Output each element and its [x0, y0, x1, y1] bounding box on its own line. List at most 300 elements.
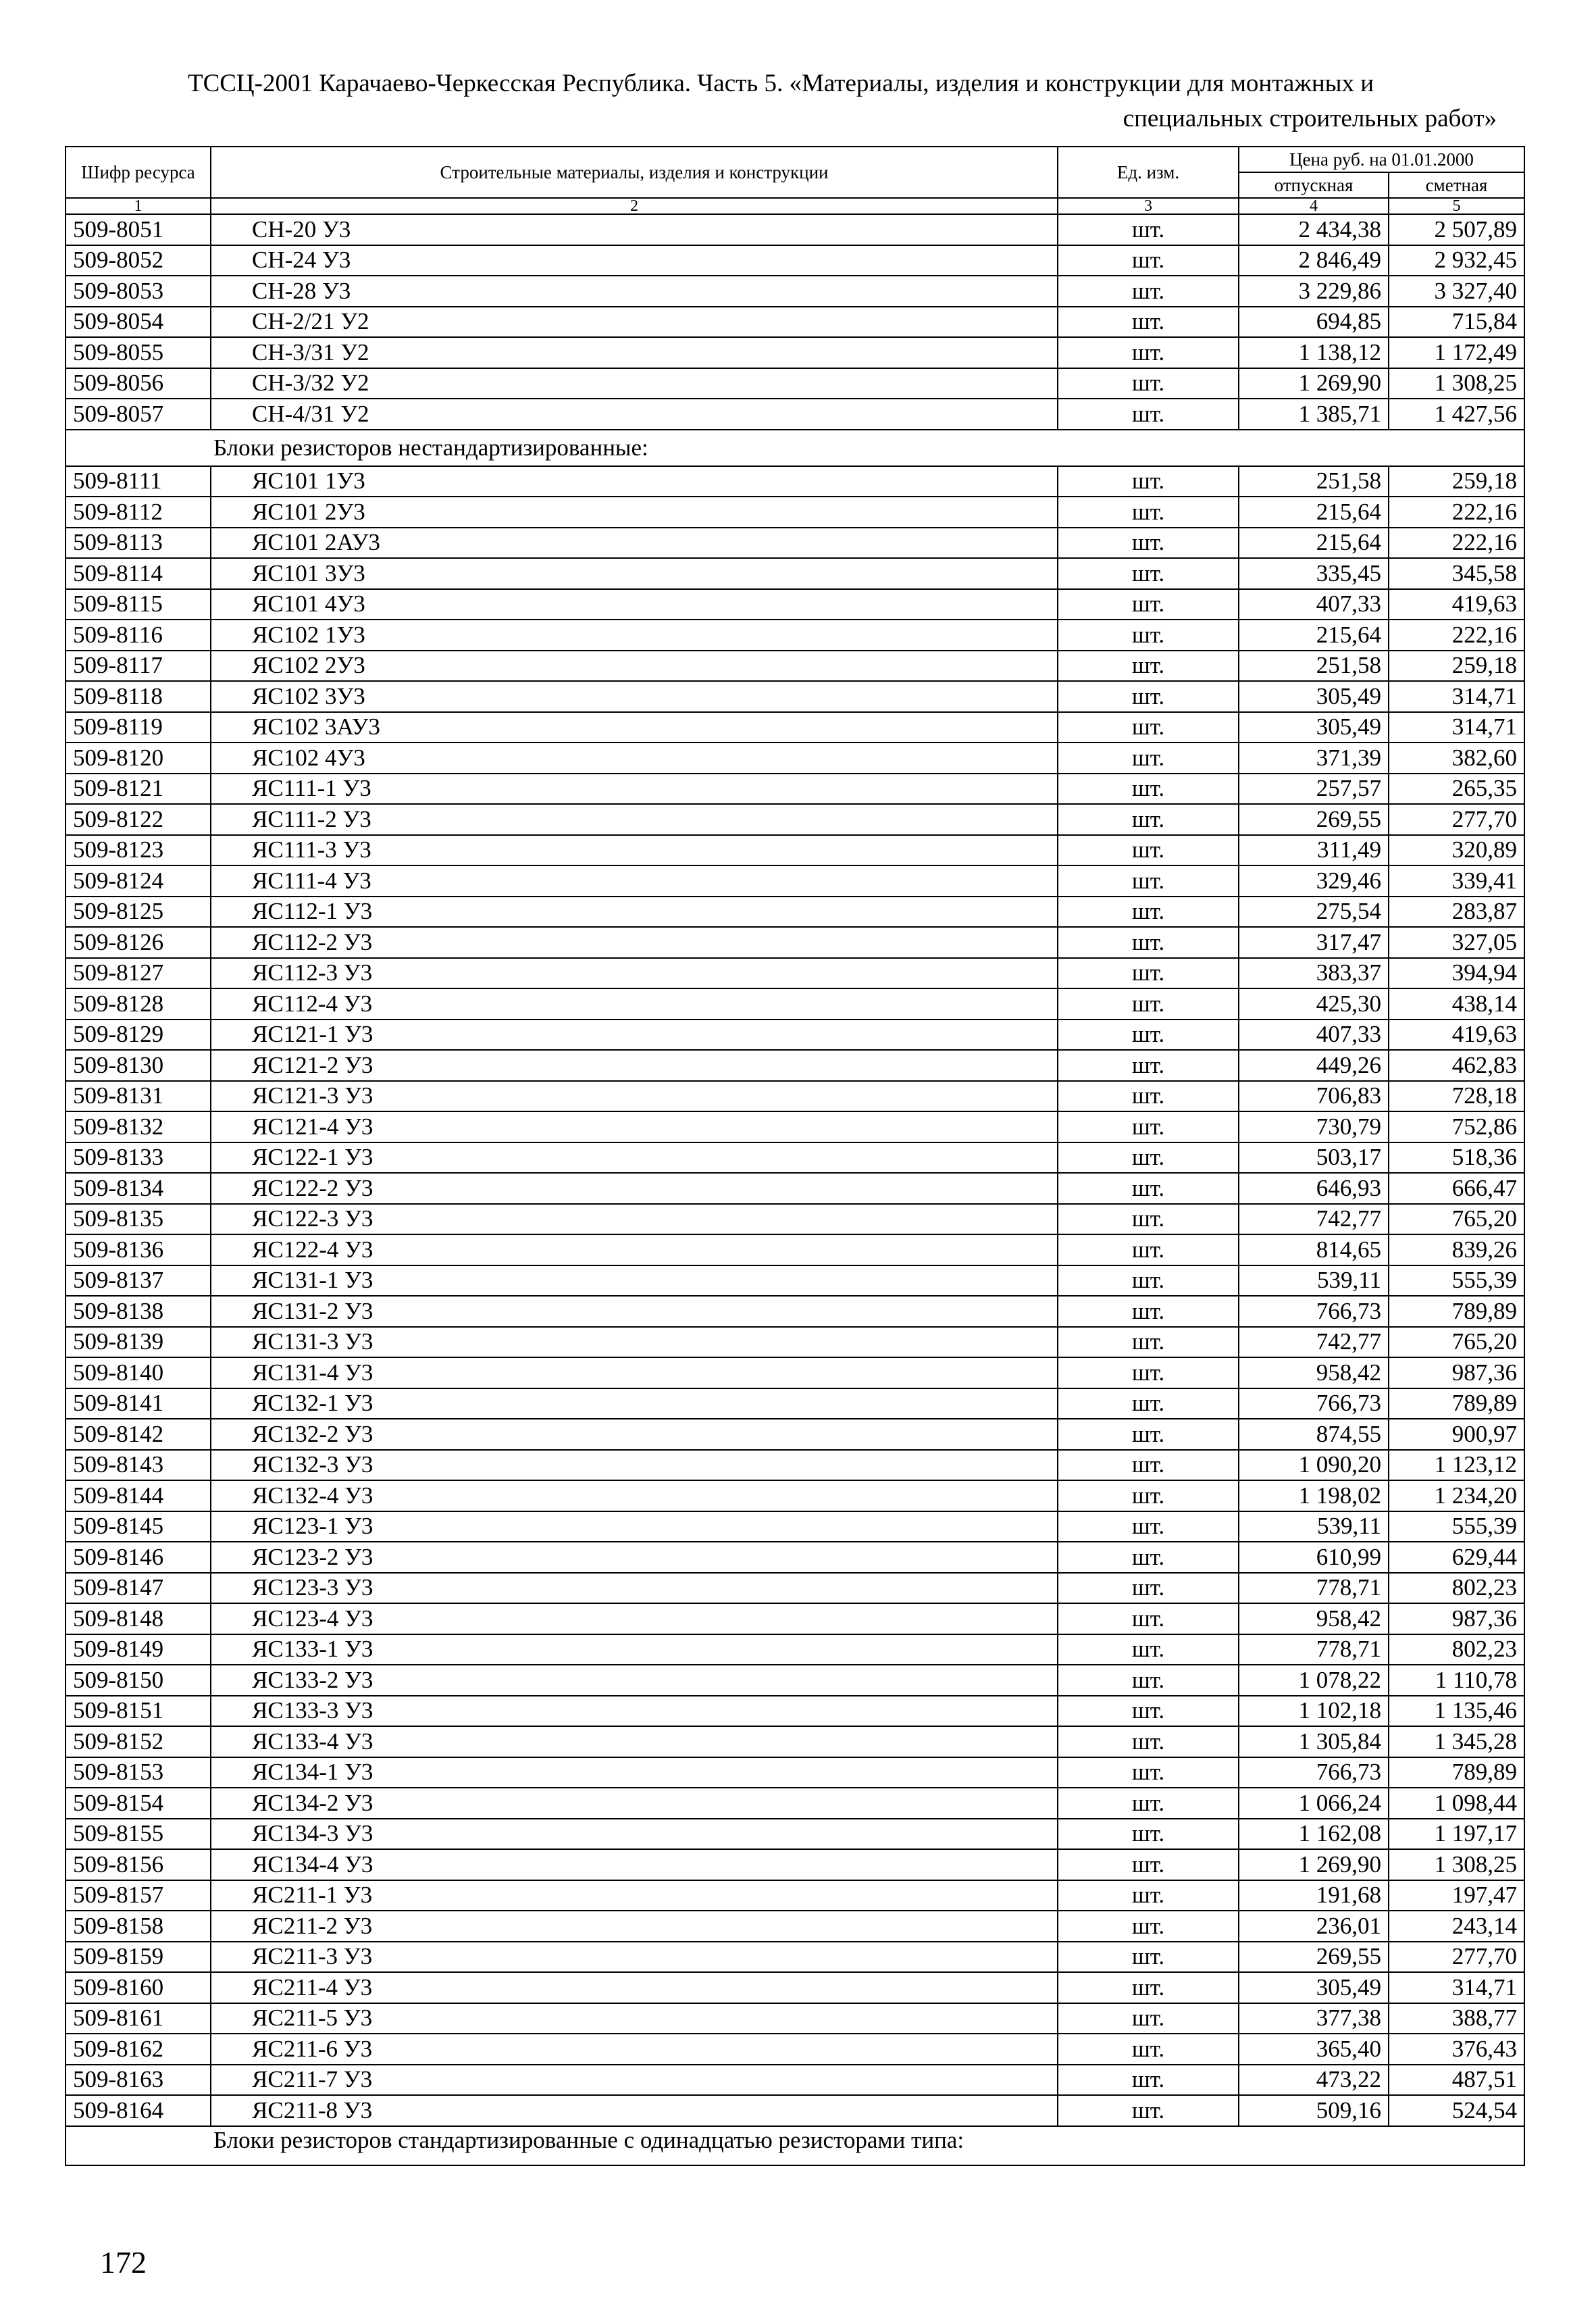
- table-row: [66, 1573, 1524, 1604]
- estimate-price: 789,89: [1389, 1757, 1524, 1788]
- table-row: [66, 1204, 1524, 1235]
- resource-name: ЯС131-4 У3: [211, 1357, 1058, 1388]
- table-row: [66, 1819, 1524, 1850]
- group2-body: [66, 466, 1524, 2126]
- estimate-price: 259,18: [1389, 466, 1524, 497]
- header-code: Шифр ресурса: [66, 147, 211, 198]
- table-row: [66, 497, 1524, 528]
- table-row: [66, 2065, 1524, 2096]
- table-row: [66, 1757, 1524, 1788]
- unit-cell: шт.: [1058, 1111, 1239, 1142]
- table-row: [66, 466, 1524, 497]
- document-title: [65, 66, 1497, 136]
- estimate-price: 1 123,12: [1389, 1450, 1524, 1481]
- table-row: [66, 1542, 1524, 1573]
- table-row: [66, 1849, 1524, 1880]
- resource-name: ЯС211-4 У3: [211, 1972, 1058, 2003]
- estimate-price: 752,86: [1389, 1111, 1524, 1142]
- release-price: 215,64: [1239, 497, 1389, 528]
- table-row: [66, 620, 1524, 651]
- unit-cell: шт.: [1058, 245, 1239, 276]
- table-row: [66, 2034, 1524, 2065]
- resource-name: ЯС211-7 У3: [211, 2065, 1058, 2096]
- estimate-price: 487,51: [1389, 2065, 1524, 2096]
- resource-name: ЯС112-4 У3: [211, 988, 1058, 1020]
- table-row: [66, 528, 1524, 559]
- estimate-price: 283,87: [1389, 897, 1524, 928]
- section2-body: [66, 2126, 1524, 2165]
- section-row: [66, 430, 1524, 466]
- resource-code: 509-8164: [66, 2095, 211, 2126]
- resource-code: 509-8055: [66, 337, 211, 368]
- estimate-price: 555,39: [1389, 1265, 1524, 1297]
- table-row: [66, 214, 1524, 245]
- release-price: 305,49: [1239, 681, 1389, 712]
- column-number: 5: [1389, 198, 1524, 214]
- unit-cell: шт.: [1058, 774, 1239, 805]
- resource-name: СН-4/31 У2: [211, 399, 1058, 430]
- resource-code: 509-8116: [66, 620, 211, 651]
- resource-name: ЯС211-2 У3: [211, 1911, 1058, 1942]
- resource-code: 509-8111: [66, 466, 211, 497]
- release-price: 305,49: [1239, 1972, 1389, 2003]
- release-price: 269,55: [1239, 1942, 1389, 1973]
- estimate-price: 243,14: [1389, 1911, 1524, 1942]
- unit-cell: шт.: [1058, 1388, 1239, 1419]
- unit-cell: шт.: [1058, 1788, 1239, 1819]
- estimate-price: 518,36: [1389, 1142, 1524, 1174]
- resource-code: 509-8135: [66, 1204, 211, 1235]
- resource-name: ЯС123-1 У3: [211, 1511, 1058, 1542]
- unit-cell: шт.: [1058, 1726, 1239, 1757]
- release-price: 509,16: [1239, 2095, 1389, 2126]
- release-price: 814,65: [1239, 1234, 1389, 1265]
- estimate-price: 987,36: [1389, 1603, 1524, 1634]
- header-unit: Ед. изм.: [1058, 147, 1239, 198]
- resource-name: ЯС101 2У3: [211, 497, 1058, 528]
- release-price: 371,39: [1239, 743, 1389, 774]
- estimate-price: 728,18: [1389, 1081, 1524, 1112]
- release-price: 365,40: [1239, 2034, 1389, 2065]
- resource-code: 509-8156: [66, 1849, 211, 1880]
- unit-cell: шт.: [1058, 1480, 1239, 1511]
- column-number-row: [66, 198, 1524, 214]
- estimate-price: 376,43: [1389, 2034, 1524, 2065]
- table-row: [66, 1419, 1524, 1450]
- estimate-price: 327,05: [1389, 927, 1524, 958]
- unit-cell: шт.: [1058, 620, 1239, 651]
- resource-code: 509-8139: [66, 1327, 211, 1358]
- resource-code: 509-8140: [66, 1357, 211, 1388]
- unit-cell: шт.: [1058, 2065, 1239, 2096]
- page-number: 172: [100, 2245, 147, 2280]
- release-price: 407,33: [1239, 1020, 1389, 1051]
- unit-cell: шт.: [1058, 528, 1239, 559]
- unit-cell: шт.: [1058, 368, 1239, 399]
- resource-code: 509-8137: [66, 1265, 211, 1297]
- resource-name: ЯС111-2 У3: [211, 804, 1058, 835]
- estimate-price: 2 932,45: [1389, 245, 1524, 276]
- unit-cell: шт.: [1058, 497, 1239, 528]
- resource-name: ЯС211-3 У3: [211, 1942, 1058, 1973]
- unit-cell: шт.: [1058, 1665, 1239, 1696]
- section-row: [66, 2126, 1524, 2165]
- resource-name: ЯС121-1 У3: [211, 1020, 1058, 1051]
- unit-cell: шт.: [1058, 1849, 1239, 1880]
- estimate-price: 339,41: [1389, 865, 1524, 897]
- section-heading: Блоки резисторов стандартизированные с одинадцатью резисторами типа:: [66, 2126, 1524, 2165]
- resource-code: 509-8158: [66, 1911, 211, 1942]
- table-row: [66, 1111, 1524, 1142]
- release-price: 2 434,38: [1239, 214, 1389, 245]
- release-price: 742,77: [1239, 1327, 1389, 1358]
- resource-name: ЯС122-2 У3: [211, 1173, 1058, 1204]
- resource-code: 509-8148: [66, 1603, 211, 1634]
- estimate-price: 1 345,28: [1389, 1726, 1524, 1757]
- table-row: [66, 681, 1524, 712]
- unit-cell: шт.: [1058, 276, 1239, 307]
- release-price: 251,58: [1239, 651, 1389, 682]
- resource-name: ЯС112-3 У3: [211, 958, 1058, 989]
- estimate-price: 1 110,78: [1389, 1665, 1524, 1696]
- estimate-price: 715,84: [1389, 307, 1524, 338]
- estimate-price: 1 308,25: [1389, 368, 1524, 399]
- resource-code: 509-8119: [66, 712, 211, 743]
- table-row: [66, 589, 1524, 620]
- resource-name: ЯС123-3 У3: [211, 1573, 1058, 1604]
- resource-code: 509-8126: [66, 927, 211, 958]
- resource-code: 509-8123: [66, 835, 211, 866]
- estimate-price: 419,63: [1389, 589, 1524, 620]
- resource-name: СН-2/21 У2: [211, 307, 1058, 338]
- resource-code: 509-8157: [66, 1880, 211, 1911]
- resource-code: 509-8144: [66, 1480, 211, 1511]
- resource-code: 509-8141: [66, 1388, 211, 1419]
- estimate-price: 1 197,17: [1389, 1819, 1524, 1850]
- resource-name: СН-3/31 У2: [211, 337, 1058, 368]
- table-row: [66, 276, 1524, 307]
- release-price: 215,64: [1239, 620, 1389, 651]
- table-row: [66, 1972, 1524, 2003]
- table-row: [66, 1296, 1524, 1327]
- estimate-price: 1 172,49: [1389, 337, 1524, 368]
- resource-name: ЯС102 3АУ3: [211, 712, 1058, 743]
- unit-cell: шт.: [1058, 1296, 1239, 1327]
- resource-code: 509-8154: [66, 1788, 211, 1819]
- unit-cell: шт.: [1058, 988, 1239, 1020]
- release-price: 269,55: [1239, 804, 1389, 835]
- table-row: [66, 399, 1524, 430]
- unit-cell: шт.: [1058, 1634, 1239, 1665]
- unit-cell: шт.: [1058, 1972, 1239, 2003]
- table-row: [66, 1665, 1524, 1696]
- resource-name: ЯС121-2 У3: [211, 1050, 1058, 1081]
- estimate-price: 259,18: [1389, 651, 1524, 682]
- unit-cell: шт.: [1058, 865, 1239, 897]
- resource-name: ЯС134-4 У3: [211, 1849, 1058, 1880]
- table-row: [66, 245, 1524, 276]
- estimate-price: 345,58: [1389, 558, 1524, 589]
- group1-body: [66, 214, 1524, 430]
- resource-code: 509-8127: [66, 958, 211, 989]
- table-row: [66, 1603, 1524, 1634]
- table-row: [66, 897, 1524, 928]
- resource-code: 509-8056: [66, 368, 211, 399]
- estimate-price: 1 098,44: [1389, 1788, 1524, 1819]
- resource-code: 509-8052: [66, 245, 211, 276]
- table-row: [66, 774, 1524, 805]
- release-price: 1 269,90: [1239, 368, 1389, 399]
- resource-code: 509-8120: [66, 743, 211, 774]
- resource-name: ЯС133-1 У3: [211, 1634, 1058, 1665]
- resource-name: ЯС122-4 У3: [211, 1234, 1058, 1265]
- resource-name: ЯС101 3У3: [211, 558, 1058, 589]
- resource-code: 509-8147: [66, 1573, 211, 1604]
- table-row: [66, 1696, 1524, 1727]
- resource-code: 509-8057: [66, 399, 211, 430]
- estimate-price: 314,71: [1389, 712, 1524, 743]
- estimate-price: 802,23: [1389, 1634, 1524, 1665]
- unit-cell: шт.: [1058, 927, 1239, 958]
- resource-code: 509-8113: [66, 528, 211, 559]
- release-price: 503,17: [1239, 1142, 1389, 1174]
- unit-cell: шт.: [1058, 589, 1239, 620]
- estimate-price: 277,70: [1389, 1942, 1524, 1973]
- release-price: 1 138,12: [1239, 337, 1389, 368]
- table-row: [66, 712, 1524, 743]
- unit-cell: шт.: [1058, 1603, 1239, 1634]
- table-row: [66, 1050, 1524, 1081]
- unit-cell: шт.: [1058, 835, 1239, 866]
- resource-name: ЯС111-4 У3: [211, 865, 1058, 897]
- release-price: 730,79: [1239, 1111, 1389, 1142]
- table-row: [66, 1788, 1524, 1819]
- table-row: [66, 958, 1524, 989]
- resource-code: 509-8122: [66, 804, 211, 835]
- table-row: [66, 1634, 1524, 1665]
- release-price: 305,49: [1239, 712, 1389, 743]
- title-line-1: ТССЦ-2001 Карачаево-Черкесская Республика. Часть 5. «Материалы, изделия и конструкции для монтажных и: [187, 70, 1374, 97]
- unit-cell: шт.: [1058, 1020, 1239, 1051]
- estimate-price: 789,89: [1389, 1388, 1524, 1419]
- resource-name: ЯС134-3 У3: [211, 1819, 1058, 1850]
- release-price: 958,42: [1239, 1357, 1389, 1388]
- unit-cell: шт.: [1058, 651, 1239, 682]
- resource-code: 509-8152: [66, 1726, 211, 1757]
- resource-name: ЯС133-2 У3: [211, 1665, 1058, 1696]
- section-heading: Блоки резисторов нестандартизированные:: [66, 430, 1524, 466]
- estimate-price: 987,36: [1389, 1357, 1524, 1388]
- resource-code: 509-8112: [66, 497, 211, 528]
- unit-cell: шт.: [1058, 1419, 1239, 1450]
- release-price: 1 269,90: [1239, 1849, 1389, 1880]
- resource-code: 509-8163: [66, 2065, 211, 2096]
- resource-code: 509-8132: [66, 1111, 211, 1142]
- resource-name: СН-3/32 У2: [211, 368, 1058, 399]
- table-row: [66, 1450, 1524, 1481]
- estimate-price: 314,71: [1389, 681, 1524, 712]
- unit-cell: шт.: [1058, 337, 1239, 368]
- release-price: 377,38: [1239, 2003, 1389, 2034]
- release-price: 610,99: [1239, 1542, 1389, 1573]
- release-price: 646,93: [1239, 1173, 1389, 1204]
- column-number: 4: [1239, 198, 1389, 214]
- resource-code: 509-8151: [66, 1696, 211, 1727]
- estimate-price: 765,20: [1389, 1327, 1524, 1358]
- release-price: 1 385,71: [1239, 399, 1389, 430]
- unit-cell: шт.: [1058, 1942, 1239, 1973]
- release-price: 778,71: [1239, 1573, 1389, 1604]
- estimate-price: 222,16: [1389, 497, 1524, 528]
- table-row: [66, 368, 1524, 399]
- unit-cell: шт.: [1058, 1234, 1239, 1265]
- title-line-2: специальных строительных работ»: [1123, 105, 1497, 132]
- unit-cell: шт.: [1058, 1050, 1239, 1081]
- resource-name: ЯС211-8 У3: [211, 2095, 1058, 2126]
- resource-code: 509-8114: [66, 558, 211, 589]
- table-row: [66, 1142, 1524, 1174]
- unit-cell: шт.: [1058, 804, 1239, 835]
- release-price: 694,85: [1239, 307, 1389, 338]
- release-price: 706,83: [1239, 1081, 1389, 1112]
- table-row: [66, 2003, 1524, 2034]
- table-row: [66, 1020, 1524, 1051]
- unit-cell: шт.: [1058, 2003, 1239, 2034]
- table-row: [66, 1327, 1524, 1358]
- release-price: 1 102,18: [1239, 1696, 1389, 1727]
- unit-cell: шт.: [1058, 1911, 1239, 1942]
- column-number: 3: [1058, 198, 1239, 214]
- resource-code: 509-8130: [66, 1050, 211, 1081]
- estimate-price: 666,47: [1389, 1173, 1524, 1204]
- unit-cell: шт.: [1058, 1573, 1239, 1604]
- estimate-price: 1 234,20: [1389, 1480, 1524, 1511]
- release-price: 874,55: [1239, 1419, 1389, 1450]
- header-price-group: Цена руб. на 01.01.2000: [1239, 147, 1524, 172]
- estimate-price: 222,16: [1389, 528, 1524, 559]
- table-row: [66, 743, 1524, 774]
- release-price: 257,57: [1239, 774, 1389, 805]
- resource-name: ЯС131-1 У3: [211, 1265, 1058, 1297]
- estimate-price: 382,60: [1389, 743, 1524, 774]
- estimate-price: 265,35: [1389, 774, 1524, 805]
- estimate-price: 2 507,89: [1389, 214, 1524, 245]
- header-row: [66, 147, 1524, 172]
- table-row: [66, 1234, 1524, 1265]
- unit-cell: шт.: [1058, 1142, 1239, 1174]
- resource-name: ЯС131-3 У3: [211, 1327, 1058, 1358]
- column-number: 1: [66, 198, 211, 214]
- release-price: 215,64: [1239, 528, 1389, 559]
- estimate-price: 1 135,46: [1389, 1696, 1524, 1727]
- release-price: 1 305,84: [1239, 1726, 1389, 1757]
- resource-name: ЯС133-3 У3: [211, 1696, 1058, 1727]
- resource-name: ЯС123-2 У3: [211, 1542, 1058, 1573]
- resource-code: 509-8124: [66, 865, 211, 897]
- table-row: [66, 1357, 1524, 1388]
- release-price: 1 198,02: [1239, 1480, 1389, 1511]
- table-row: [66, 1388, 1524, 1419]
- release-price: 1 090,20: [1239, 1450, 1389, 1481]
- resource-name: ЯС211-6 У3: [211, 2034, 1058, 2065]
- release-price: 1 078,22: [1239, 1665, 1389, 1696]
- estimate-price: 765,20: [1389, 1204, 1524, 1235]
- release-price: 766,73: [1239, 1388, 1389, 1419]
- table-row: [66, 1511, 1524, 1542]
- header-price-estimate: сметная: [1389, 172, 1524, 198]
- table-row: [66, 927, 1524, 958]
- resource-code: 509-8149: [66, 1634, 211, 1665]
- release-price: 335,45: [1239, 558, 1389, 589]
- resource-name: ЯС111-3 У3: [211, 835, 1058, 866]
- resource-name: ЯС211-5 У3: [211, 2003, 1058, 2034]
- resource-name: ЯС101 2АУ3: [211, 528, 1058, 559]
- release-price: 539,11: [1239, 1265, 1389, 1297]
- resource-code: 509-8118: [66, 681, 211, 712]
- unit-cell: шт.: [1058, 2095, 1239, 2126]
- release-price: 317,47: [1239, 927, 1389, 958]
- resource-code: 509-8051: [66, 214, 211, 245]
- release-price: 311,49: [1239, 835, 1389, 866]
- release-price: 1 066,24: [1239, 1788, 1389, 1819]
- estimate-price: 394,94: [1389, 958, 1524, 989]
- resource-code: 509-8162: [66, 2034, 211, 2065]
- unit-cell: шт.: [1058, 712, 1239, 743]
- table-row: [66, 558, 1524, 589]
- resource-code: 509-8053: [66, 276, 211, 307]
- resource-code: 509-8142: [66, 1419, 211, 1450]
- resource-code: 509-8138: [66, 1296, 211, 1327]
- estimate-price: 1 308,25: [1389, 1849, 1524, 1880]
- resource-name: СН-28 У3: [211, 276, 1058, 307]
- release-price: 449,26: [1239, 1050, 1389, 1081]
- resource-name: ЯС102 2У3: [211, 651, 1058, 682]
- resource-name: ЯС131-2 У3: [211, 1296, 1058, 1327]
- resource-code: 509-8125: [66, 897, 211, 928]
- table-row: [66, 337, 1524, 368]
- unit-cell: шт.: [1058, 1327, 1239, 1358]
- resource-name: ЯС211-1 У3: [211, 1880, 1058, 1911]
- release-price: 383,37: [1239, 958, 1389, 989]
- unit-cell: шт.: [1058, 399, 1239, 430]
- estimate-price: 314,71: [1389, 1972, 1524, 2003]
- resource-code: 509-8153: [66, 1757, 211, 1788]
- unit-cell: шт.: [1058, 1696, 1239, 1727]
- unit-cell: шт.: [1058, 558, 1239, 589]
- unit-cell: шт.: [1058, 681, 1239, 712]
- resource-name: ЯС123-4 У3: [211, 1603, 1058, 1634]
- resource-name: ЯС112-1 У3: [211, 897, 1058, 928]
- unit-cell: шт.: [1058, 1357, 1239, 1388]
- resource-name: ЯС134-1 У3: [211, 1757, 1058, 1788]
- resource-code: 509-8121: [66, 774, 211, 805]
- release-price: 778,71: [1239, 1634, 1389, 1665]
- column-number: 2: [211, 198, 1058, 214]
- resource-name: ЯС101 4У3: [211, 589, 1058, 620]
- estimate-price: 802,23: [1389, 1573, 1524, 1604]
- table-row: [66, 835, 1524, 866]
- table-row: [66, 1265, 1524, 1297]
- unit-cell: шт.: [1058, 1511, 1239, 1542]
- unit-cell: шт.: [1058, 2034, 1239, 2065]
- release-price: 958,42: [1239, 1603, 1389, 1634]
- resource-code: 509-8160: [66, 1972, 211, 2003]
- section1-body: [66, 430, 1524, 466]
- estimate-price: 197,47: [1389, 1880, 1524, 1911]
- resource-code: 509-8136: [66, 1234, 211, 1265]
- resource-name: ЯС132-2 У3: [211, 1419, 1058, 1450]
- resource-name: ЯС121-4 У3: [211, 1111, 1058, 1142]
